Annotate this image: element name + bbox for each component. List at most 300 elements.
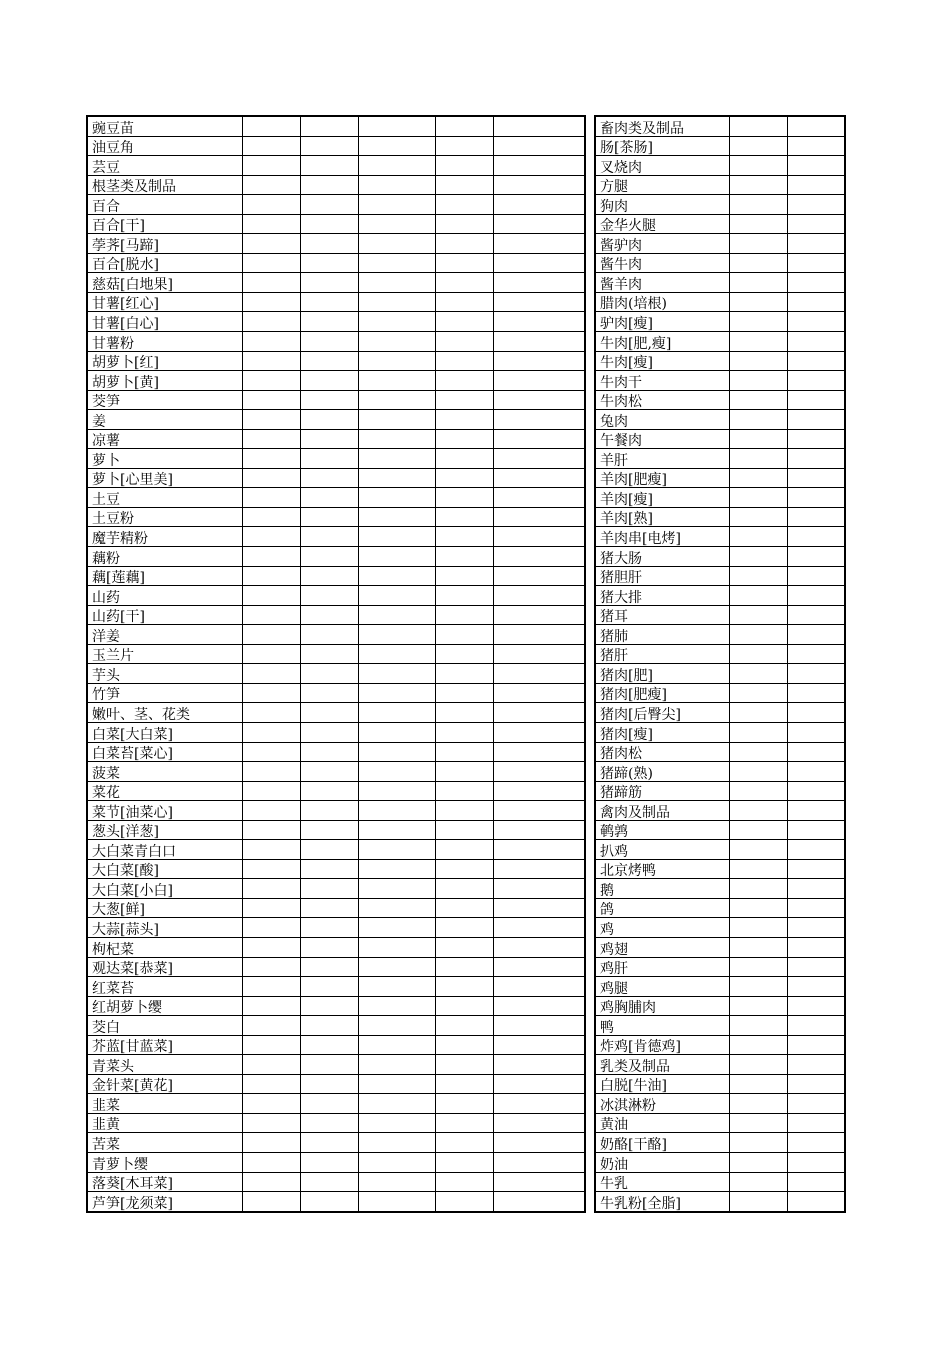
- food-name-cell: 大葱[鲜]: [87, 898, 242, 918]
- empty-cell: [435, 351, 493, 371]
- empty-cell: [787, 273, 845, 293]
- right-table-row: [595, 332, 845, 352]
- empty-cell: [358, 840, 435, 860]
- empty-cell: [493, 488, 585, 508]
- empty-cell: [242, 664, 300, 684]
- empty-cell: [300, 429, 358, 449]
- empty-cell: [729, 1055, 787, 1075]
- empty-cell: [729, 566, 787, 586]
- empty-cell: [358, 234, 435, 254]
- food-name-cell: 驴肉[瘦]: [595, 312, 729, 332]
- right-table-row: [595, 586, 845, 606]
- empty-cell: [493, 312, 585, 332]
- empty-cell: [300, 937, 358, 957]
- empty-cell: [493, 566, 585, 586]
- food-name-cell: 青萝卜缨: [87, 1152, 242, 1172]
- food-name-cell: 午餐肉: [595, 429, 729, 449]
- left-table-row: [87, 507, 585, 527]
- empty-cell: [242, 722, 300, 742]
- food-name-cell: 落葵[木耳菜]: [87, 1172, 242, 1192]
- empty-cell: [242, 175, 300, 195]
- empty-cell: [435, 703, 493, 723]
- empty-cell: [358, 195, 435, 215]
- empty-cell: [729, 234, 787, 254]
- empty-cell: [300, 1133, 358, 1153]
- empty-cell: [300, 957, 358, 977]
- empty-cell: [729, 312, 787, 332]
- empty-cell: [493, 937, 585, 957]
- food-name-cell: 猪肉[瘦]: [595, 722, 729, 742]
- food-name-cell: 猪耳: [595, 605, 729, 625]
- empty-cell: [729, 957, 787, 977]
- food-name-cell: 牛肉干: [595, 371, 729, 391]
- left-table-row: [87, 996, 585, 1016]
- empty-cell: [729, 722, 787, 742]
- empty-cell: [358, 605, 435, 625]
- right-table-row: [595, 1035, 845, 1055]
- food-name-cell: 鸭: [595, 1016, 729, 1036]
- empty-cell: [242, 605, 300, 625]
- empty-cell: [300, 625, 358, 645]
- food-name-cell: 胡萝卜[红]: [87, 351, 242, 371]
- food-name-cell: 冰淇淋粉: [595, 1094, 729, 1114]
- empty-cell: [787, 332, 845, 352]
- empty-cell: [493, 351, 585, 371]
- empty-cell: [242, 1055, 300, 1075]
- empty-cell: [242, 351, 300, 371]
- food-name-cell: 鸡胸脯肉: [595, 996, 729, 1016]
- empty-cell: [787, 214, 845, 234]
- empty-cell: [729, 156, 787, 176]
- empty-cell: [787, 312, 845, 332]
- right-table-row: [595, 977, 845, 997]
- empty-cell: [729, 1094, 787, 1114]
- food-name-cell: 畜肉类及制品: [595, 116, 729, 136]
- empty-cell: [358, 781, 435, 801]
- empty-cell: [300, 722, 358, 742]
- empty-cell: [435, 840, 493, 860]
- empty-cell: [242, 273, 300, 293]
- empty-cell: [493, 781, 585, 801]
- empty-cell: [300, 1035, 358, 1055]
- food-name-cell: 酱驴肉: [595, 234, 729, 254]
- empty-cell: [242, 156, 300, 176]
- empty-cell: [493, 820, 585, 840]
- empty-cell: [729, 332, 787, 352]
- empty-cell: [493, 410, 585, 430]
- empty-cell: [358, 156, 435, 176]
- right-table-row: [595, 410, 845, 430]
- empty-cell: [300, 1152, 358, 1172]
- left-table-row: [87, 566, 585, 586]
- empty-cell: [729, 703, 787, 723]
- left-table-row: [87, 390, 585, 410]
- food-name-cell: 芋头: [87, 664, 242, 684]
- empty-cell: [729, 801, 787, 821]
- right-table-row: [595, 879, 845, 899]
- left-table-row: [87, 977, 585, 997]
- empty-cell: [358, 429, 435, 449]
- right-table-row: [595, 253, 845, 273]
- right-table-row: [595, 918, 845, 938]
- left-table-row: [87, 1035, 585, 1055]
- food-name-cell: 猪胆肝: [595, 566, 729, 586]
- empty-cell: [729, 742, 787, 762]
- empty-cell: [493, 390, 585, 410]
- food-name-cell: 芥蓝[甘蓝菜]: [87, 1035, 242, 1055]
- left-table-body: [87, 116, 585, 1212]
- left-table-row: [87, 234, 585, 254]
- empty-cell: [787, 879, 845, 899]
- empty-cell: [493, 195, 585, 215]
- left-table-row: [87, 332, 585, 352]
- empty-cell: [435, 1094, 493, 1114]
- empty-cell: [358, 977, 435, 997]
- empty-cell: [787, 195, 845, 215]
- food-name-cell: 葱头[洋葱]: [87, 820, 242, 840]
- empty-cell: [787, 605, 845, 625]
- food-name-cell: 菠菜: [87, 762, 242, 782]
- left-table-row: [87, 214, 585, 234]
- empty-cell: [242, 547, 300, 567]
- empty-cell: [493, 292, 585, 312]
- empty-cell: [358, 175, 435, 195]
- empty-cell: [729, 1016, 787, 1036]
- left-table-row: [87, 136, 585, 156]
- empty-cell: [787, 664, 845, 684]
- empty-cell: [435, 625, 493, 645]
- food-name-cell: 北京烤鸭: [595, 859, 729, 879]
- left-table-row: [87, 312, 585, 332]
- empty-cell: [493, 156, 585, 176]
- food-name-cell: 奶油: [595, 1152, 729, 1172]
- right-table-row: [595, 781, 845, 801]
- food-name-cell: 牛肉[瘦]: [595, 351, 729, 371]
- food-name-cell: 百合: [87, 195, 242, 215]
- empty-cell: [787, 116, 845, 136]
- empty-cell: [787, 547, 845, 567]
- empty-cell: [435, 937, 493, 957]
- food-name-cell: 山药: [87, 586, 242, 606]
- empty-cell: [493, 1035, 585, 1055]
- food-name-cell: 荸荠[马蹄]: [87, 234, 242, 254]
- empty-cell: [729, 507, 787, 527]
- food-name-cell: 腊肉(培根): [595, 292, 729, 312]
- empty-cell: [435, 1152, 493, 1172]
- empty-cell: [493, 371, 585, 391]
- empty-cell: [729, 351, 787, 371]
- left-table-row: [87, 1192, 585, 1212]
- empty-cell: [729, 390, 787, 410]
- empty-cell: [729, 762, 787, 782]
- empty-cell: [242, 507, 300, 527]
- empty-cell: [300, 156, 358, 176]
- empty-cell: [493, 801, 585, 821]
- empty-cell: [242, 1113, 300, 1133]
- empty-cell: [435, 214, 493, 234]
- empty-cell: [242, 1152, 300, 1172]
- empty-cell: [729, 195, 787, 215]
- empty-cell: [358, 1172, 435, 1192]
- food-name-cell: 观达菜[恭菜]: [87, 957, 242, 977]
- empty-cell: [358, 410, 435, 430]
- empty-cell: [242, 918, 300, 938]
- empty-cell: [787, 371, 845, 391]
- empty-cell: [435, 664, 493, 684]
- empty-cell: [300, 351, 358, 371]
- empty-cell: [300, 1074, 358, 1094]
- empty-cell: [435, 429, 493, 449]
- food-name-cell: 土豆: [87, 488, 242, 508]
- empty-cell: [242, 1035, 300, 1055]
- empty-cell: [435, 1192, 493, 1212]
- empty-cell: [493, 116, 585, 136]
- empty-cell: [787, 918, 845, 938]
- empty-cell: [493, 527, 585, 547]
- empty-cell: [787, 292, 845, 312]
- empty-cell: [729, 1192, 787, 1212]
- empty-cell: [729, 371, 787, 391]
- empty-cell: [242, 859, 300, 879]
- empty-cell: [787, 683, 845, 703]
- empty-cell: [435, 527, 493, 547]
- food-name-cell: 猪肺: [595, 625, 729, 645]
- empty-cell: [435, 547, 493, 567]
- food-name-cell: 菜花: [87, 781, 242, 801]
- right-table-row: [595, 175, 845, 195]
- empty-cell: [435, 605, 493, 625]
- empty-cell: [300, 1113, 358, 1133]
- empty-cell: [787, 898, 845, 918]
- left-table-row: [87, 156, 585, 176]
- right-table-row: [595, 156, 845, 176]
- right-table-row: [595, 703, 845, 723]
- food-name-cell: 猪蹄(熟): [595, 762, 729, 782]
- food-name-cell: 方腿: [595, 175, 729, 195]
- empty-cell: [729, 410, 787, 430]
- right-table-row: [595, 429, 845, 449]
- empty-cell: [787, 644, 845, 664]
- food-name-cell: 甘薯[白心]: [87, 312, 242, 332]
- empty-cell: [493, 234, 585, 254]
- empty-cell: [358, 937, 435, 957]
- empty-cell: [787, 1094, 845, 1114]
- empty-cell: [729, 1172, 787, 1192]
- empty-cell: [787, 390, 845, 410]
- food-name-cell: 叉烧肉: [595, 156, 729, 176]
- empty-cell: [787, 175, 845, 195]
- right-table-row: [595, 566, 845, 586]
- empty-cell: [493, 1172, 585, 1192]
- empty-cell: [493, 273, 585, 293]
- empty-cell: [729, 292, 787, 312]
- food-name-cell: 油豆角: [87, 136, 242, 156]
- food-name-cell: 慈菇[白地果]: [87, 273, 242, 293]
- empty-cell: [242, 840, 300, 860]
- empty-cell: [435, 116, 493, 136]
- empty-cell: [358, 664, 435, 684]
- empty-cell: [242, 801, 300, 821]
- empty-cell: [300, 371, 358, 391]
- empty-cell: [300, 820, 358, 840]
- food-name-cell: 白菜[大白菜]: [87, 722, 242, 742]
- right-table-row: [595, 801, 845, 821]
- empty-cell: [300, 586, 358, 606]
- left-table-row: [87, 586, 585, 606]
- right-table-row: [595, 1074, 845, 1094]
- empty-cell: [358, 507, 435, 527]
- empty-cell: [435, 879, 493, 899]
- empty-cell: [435, 722, 493, 742]
- empty-cell: [358, 918, 435, 938]
- empty-cell: [729, 136, 787, 156]
- empty-cell: [493, 1094, 585, 1114]
- left-table-row: [87, 371, 585, 391]
- empty-cell: [242, 390, 300, 410]
- left-table-row: [87, 820, 585, 840]
- food-name-cell: 兔肉: [595, 410, 729, 430]
- empty-cell: [729, 1152, 787, 1172]
- empty-cell: [729, 859, 787, 879]
- empty-cell: [242, 449, 300, 469]
- left-table-row: [87, 879, 585, 899]
- empty-cell: [729, 175, 787, 195]
- empty-cell: [300, 547, 358, 567]
- left-table-row: [87, 547, 585, 567]
- empty-cell: [435, 507, 493, 527]
- left-table-row: [87, 468, 585, 488]
- empty-cell: [787, 801, 845, 821]
- empty-cell: [300, 1016, 358, 1036]
- empty-cell: [493, 429, 585, 449]
- food-name-cell: 牛肉松: [595, 390, 729, 410]
- empty-cell: [242, 937, 300, 957]
- empty-cell: [300, 996, 358, 1016]
- empty-cell: [435, 410, 493, 430]
- empty-cell: [493, 957, 585, 977]
- left-table-row: [87, 116, 585, 136]
- empty-cell: [787, 429, 845, 449]
- right-table-row: [595, 1016, 845, 1036]
- food-name-cell: 狗肉: [595, 195, 729, 215]
- empty-cell: [729, 664, 787, 684]
- left-table-row: [87, 937, 585, 957]
- left-table-row: [87, 488, 585, 508]
- empty-cell: [300, 195, 358, 215]
- food-name-cell: 土豆粉: [87, 507, 242, 527]
- right-table-row: [595, 957, 845, 977]
- empty-cell: [493, 762, 585, 782]
- left-table-row: [87, 859, 585, 879]
- empty-cell: [300, 664, 358, 684]
- empty-cell: [729, 683, 787, 703]
- empty-cell: [787, 351, 845, 371]
- empty-cell: [435, 273, 493, 293]
- empty-cell: [242, 977, 300, 997]
- empty-cell: [787, 1152, 845, 1172]
- right-table-row: [595, 1172, 845, 1192]
- empty-cell: [300, 781, 358, 801]
- empty-cell: [358, 762, 435, 782]
- empty-cell: [358, 136, 435, 156]
- left-table-row: [87, 195, 585, 215]
- food-name-cell: 猪肝: [595, 644, 729, 664]
- empty-cell: [358, 820, 435, 840]
- empty-cell: [787, 527, 845, 547]
- empty-cell: [493, 253, 585, 273]
- left-table-row: [87, 1152, 585, 1172]
- food-name-cell: 韭菜: [87, 1094, 242, 1114]
- food-name-cell: 鸡: [595, 918, 729, 938]
- empty-cell: [729, 429, 787, 449]
- empty-cell: [300, 332, 358, 352]
- empty-cell: [435, 1074, 493, 1094]
- left-table-row: [87, 351, 585, 371]
- empty-cell: [435, 468, 493, 488]
- empty-cell: [300, 1192, 358, 1212]
- right-table-row: [595, 1094, 845, 1114]
- empty-cell: [787, 1192, 845, 1212]
- right-table-body: [595, 116, 845, 1212]
- empty-cell: [358, 332, 435, 352]
- right-table-row: [595, 996, 845, 1016]
- empty-cell: [493, 507, 585, 527]
- empty-cell: [787, 996, 845, 1016]
- empty-cell: [787, 703, 845, 723]
- left-table-row: [87, 722, 585, 742]
- empty-cell: [242, 253, 300, 273]
- empty-cell: [300, 312, 358, 332]
- empty-cell: [729, 898, 787, 918]
- food-name-cell: 猪肉[肥瘦]: [595, 683, 729, 703]
- food-name-cell: 甘薯[红心]: [87, 292, 242, 312]
- empty-cell: [493, 625, 585, 645]
- empty-cell: [358, 488, 435, 508]
- food-name-cell: 黄油: [595, 1113, 729, 1133]
- food-name-cell: 山药[干]: [87, 605, 242, 625]
- food-name-cell: 猪大肠: [595, 547, 729, 567]
- food-name-cell: 茭笋: [87, 390, 242, 410]
- empty-cell: [435, 898, 493, 918]
- left-table-row: [87, 801, 585, 821]
- empty-cell: [787, 234, 845, 254]
- empty-cell: [787, 742, 845, 762]
- food-name-cell: 根茎类及制品: [87, 175, 242, 195]
- empty-cell: [787, 410, 845, 430]
- empty-cell: [435, 390, 493, 410]
- left-food-table: [86, 115, 586, 1213]
- food-name-cell: 牛乳: [595, 1172, 729, 1192]
- empty-cell: [358, 1152, 435, 1172]
- empty-cell: [300, 879, 358, 899]
- empty-cell: [493, 1113, 585, 1133]
- left-table-row: [87, 781, 585, 801]
- empty-cell: [242, 1016, 300, 1036]
- empty-cell: [435, 683, 493, 703]
- empty-cell: [358, 273, 435, 293]
- food-name-cell: 金针菜[黄花]: [87, 1074, 242, 1094]
- right-table-row: [595, 234, 845, 254]
- empty-cell: [358, 116, 435, 136]
- empty-cell: [729, 840, 787, 860]
- right-table-row: [595, 292, 845, 312]
- empty-cell: [787, 1113, 845, 1133]
- food-name-cell: 苦菜: [87, 1133, 242, 1153]
- empty-cell: [493, 468, 585, 488]
- empty-cell: [435, 1055, 493, 1075]
- empty-cell: [435, 762, 493, 782]
- food-name-cell: 青菜头: [87, 1055, 242, 1075]
